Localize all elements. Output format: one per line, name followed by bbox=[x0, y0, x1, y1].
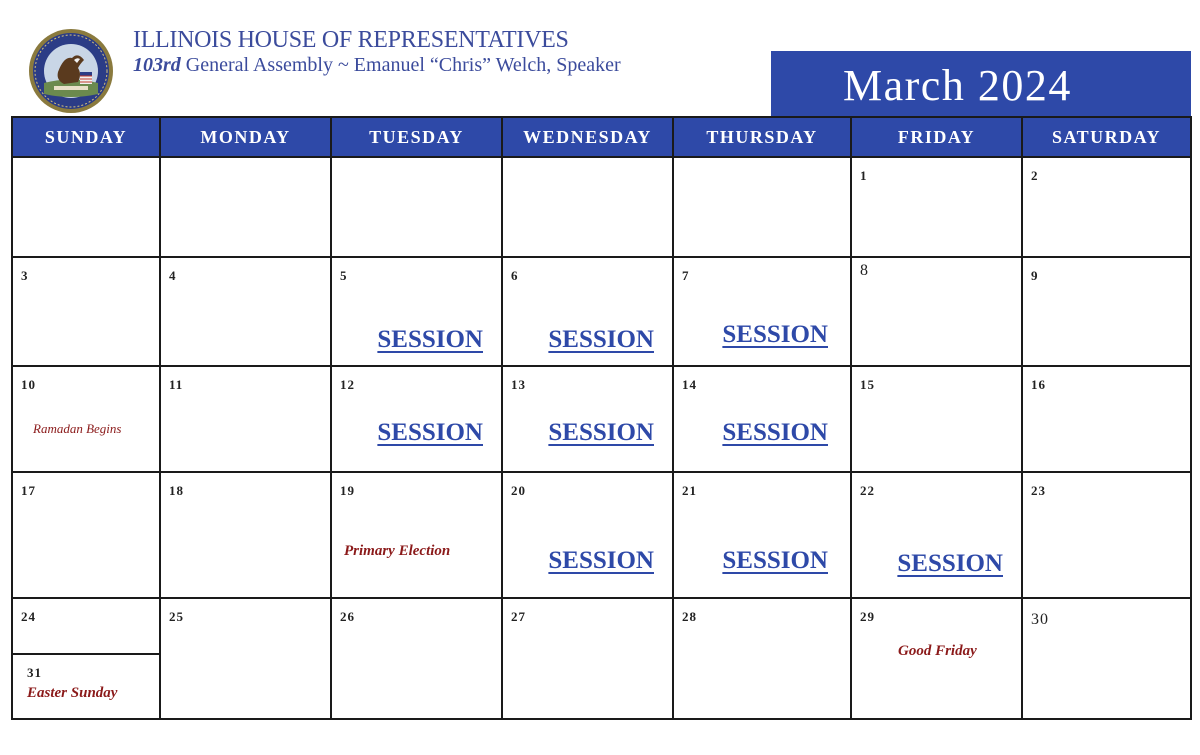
date-number: 26 bbox=[340, 609, 355, 624]
day-cell-4 bbox=[160, 257, 331, 366]
day-cell-7 bbox=[673, 257, 851, 366]
date-number: 22 bbox=[860, 483, 875, 498]
day-cell-3 bbox=[12, 257, 160, 366]
date-number: 5 bbox=[340, 268, 348, 283]
day-cell-24-31 bbox=[12, 598, 160, 719]
day-cell-21 bbox=[673, 472, 851, 598]
day-cell-27 bbox=[502, 598, 673, 719]
date-number: 23 bbox=[1031, 483, 1046, 498]
date-number: 17 bbox=[21, 483, 36, 498]
week-row-4 bbox=[12, 472, 1191, 598]
week-row-5 bbox=[12, 598, 1191, 719]
header-subtitle bbox=[133, 54, 621, 77]
day-cell-empty bbox=[502, 157, 673, 257]
day-cell-6 bbox=[502, 257, 673, 366]
session-label: SESSION bbox=[377, 419, 483, 446]
date-number: 21 bbox=[682, 483, 697, 498]
good-friday-event: Good Friday bbox=[898, 643, 977, 659]
date-number: 19 bbox=[340, 483, 355, 498]
day-cell-16 bbox=[1022, 366, 1191, 472]
date-number: 3 bbox=[21, 268, 29, 283]
month-banner bbox=[771, 51, 1191, 117]
day-cell-19 bbox=[331, 472, 502, 598]
date-number: 25 bbox=[169, 609, 184, 624]
date-number: 15 bbox=[860, 377, 875, 392]
primary-election-event: Primary Election bbox=[344, 543, 451, 559]
date-number: 7 bbox=[682, 268, 690, 283]
date-number: 2 bbox=[1031, 168, 1039, 183]
day-cell-empty bbox=[331, 157, 502, 257]
day-cell-14 bbox=[673, 366, 851, 472]
date-number: 28 bbox=[682, 609, 697, 624]
day-cell-22 bbox=[851, 472, 1022, 598]
day-cell-20 bbox=[502, 472, 673, 598]
date-number: 31 bbox=[27, 665, 42, 680]
day-cell-15 bbox=[851, 366, 1022, 472]
session-label: SESSION bbox=[722, 547, 828, 574]
day-cell-10 bbox=[12, 366, 160, 472]
day-cell-12 bbox=[331, 366, 502, 472]
day-cell-13 bbox=[502, 366, 673, 472]
weekday-monday: MONDAY bbox=[160, 117, 331, 157]
day-cell-9 bbox=[1022, 257, 1191, 366]
week-row-1 bbox=[12, 157, 1191, 257]
date-number: 16 bbox=[1031, 377, 1046, 392]
week-row-2 bbox=[12, 257, 1191, 366]
day-cell-empty bbox=[12, 157, 160, 257]
date-number: 11 bbox=[169, 377, 184, 392]
assembly-number: 103rd bbox=[133, 54, 181, 76]
day-cell-empty bbox=[673, 157, 851, 257]
date-number: 29 bbox=[860, 609, 875, 624]
date-number: 24 bbox=[21, 609, 36, 624]
session-label: SESSION bbox=[722, 419, 828, 446]
weekday-header-row bbox=[12, 117, 1191, 157]
day-cell-23 bbox=[1022, 472, 1191, 598]
date-number: 18 bbox=[169, 483, 184, 498]
session-label: SESSION bbox=[377, 326, 483, 353]
header-title: ILLINOIS HOUSE OF REPRESENTATIVES bbox=[133, 27, 569, 53]
weekday-wednesday: WEDNESDAY bbox=[502, 117, 673, 157]
date-number: 4 bbox=[169, 268, 177, 283]
session-label: SESSION bbox=[548, 419, 654, 446]
weekday-thursday: THURSDAY bbox=[673, 117, 851, 157]
weekday-tuesday: TUESDAY bbox=[331, 117, 502, 157]
date-number: 12 bbox=[340, 377, 355, 392]
month-title: March 2024 bbox=[843, 61, 1072, 110]
date-number: 13 bbox=[511, 377, 526, 392]
session-label: SESSION bbox=[722, 321, 828, 348]
day-cell-11 bbox=[160, 366, 331, 472]
day-cell-18 bbox=[160, 472, 331, 598]
calendar-grid bbox=[11, 116, 1192, 720]
date-number: 9 bbox=[1031, 268, 1039, 283]
date-number: 6 bbox=[511, 268, 519, 283]
day-cell-25 bbox=[160, 598, 331, 719]
session-label: SESSION bbox=[897, 550, 1003, 577]
session-label: SESSION bbox=[548, 547, 654, 574]
date-number: 10 bbox=[21, 377, 36, 392]
day-cell-28 bbox=[673, 598, 851, 719]
date-number: 8 bbox=[860, 262, 869, 279]
week-row-3 bbox=[12, 366, 1191, 472]
date-number: 20 bbox=[511, 483, 526, 498]
date-number: 27 bbox=[511, 609, 526, 624]
day-cell-26 bbox=[331, 598, 502, 719]
day-cell-29 bbox=[851, 598, 1022, 719]
ramadan-event: Ramadan Begins bbox=[33, 421, 122, 436]
day-cell-2 bbox=[1022, 157, 1191, 257]
illinois-seal-icon bbox=[28, 28, 114, 114]
day-cell-17 bbox=[12, 472, 160, 598]
day-cell-1 bbox=[851, 157, 1022, 257]
day-cell-5 bbox=[331, 257, 502, 366]
weekday-friday: FRIDAY bbox=[851, 117, 1022, 157]
speaker-line: General Assembly ~ Emanuel “Chris” Welch, Speaker bbox=[180, 54, 621, 76]
split-divider bbox=[13, 653, 159, 655]
easter-event: Easter Sunday bbox=[27, 685, 118, 701]
weekday-sunday: SUNDAY bbox=[12, 117, 160, 157]
date-number: 14 bbox=[682, 377, 697, 392]
weekday-saturday: SATURDAY bbox=[1022, 117, 1191, 157]
day-cell-empty bbox=[160, 157, 331, 257]
session-label: SESSION bbox=[548, 326, 654, 353]
day-cell-8 bbox=[851, 257, 1022, 366]
day-cell-30 bbox=[1022, 598, 1191, 719]
date-number: 1 bbox=[860, 168, 868, 183]
date-number: 30 bbox=[1031, 611, 1049, 628]
